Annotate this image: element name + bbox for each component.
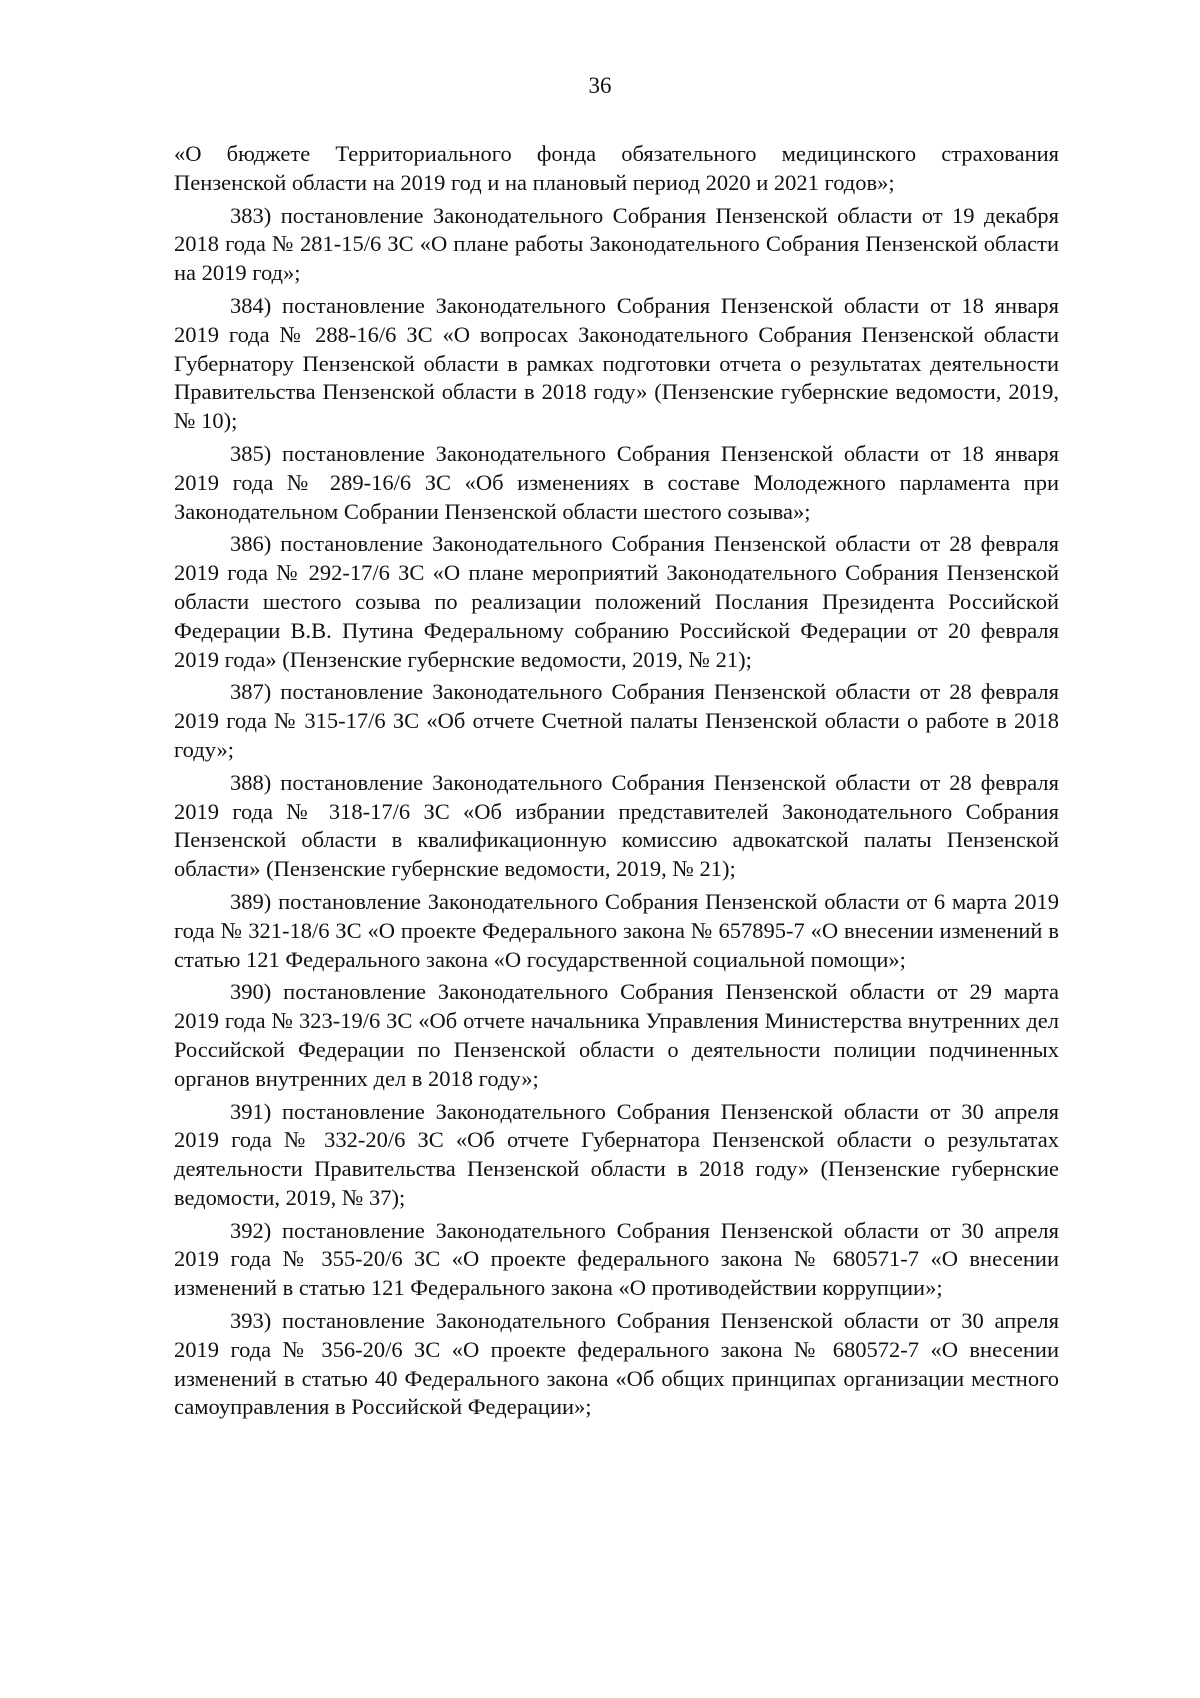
list-item-390 [174,978,1059,1093]
item-number: 383) [230,202,272,228]
item-text: постановление Законодательного Собрания Пензенской области от 28 февраля 2019 года № 292-17/6 ЗС «О плане мероприятий Законодательного Собрания Пензенской области шестого созыва по реализации положений Послания Президента Российской Федерации В.В. Путина Федеральному собранию Российской Федерации от 20 февраля 2019 года» (Пензенские губернские ведомости, 2019, № 21); [174,531,1060,672]
list-item-392 [174,1217,1059,1303]
item-text: постановление Законодательного Собрания Пензенской области от 29 марта 2019 года № 323-19/6 ЗС «Об отчете начальника Управления Министерства внутренних дел Российской Федерации по Пензенской области о деятельности полиции подчиненных органов внутренних дел в 2018 году»; [174,979,1059,1091]
list-item-389 [174,888,1059,974]
paragraph-continuation [174,140,1059,198]
page-number: 36 [588,73,612,98]
item-number: 385) [230,440,272,466]
item-text: постановление Законодательного Собрания Пензенской области от 6 марта 2019 года № 321-18/6 ЗС «О проекте Федерального закона № 657895-7 «О внесении изменений в статью 121 Федерального закона «О государственной социальной помощи»; [174,888,1059,972]
list-item-388 [174,769,1059,884]
item-number: 384) [230,292,272,318]
document-body [174,140,1059,1426]
list-item-384 [174,292,1059,436]
list-item-387 [174,678,1059,764]
item-number: 393) [230,1308,272,1334]
item-number: 386) [230,531,272,557]
paragraph-text: «О бюджете Территориального фонда обязательного медицинского страхования Пензенской области на 2019 год и на плановый период 2020 и 2021 годов»; [174,141,1059,195]
item-number: 387) [230,679,272,705]
list-item-386 [174,530,1059,674]
list-item-385 [174,440,1059,526]
item-text: постановление Законодательного Собрания Пензенской области от 19 декабря 2018 года № 281-15/6 ЗС «О плане работы Законодательного Собрания Пензенской области на 2019 год»; [174,202,1059,286]
item-text: постановление Законодательного Собрания Пензенской области от 30 апреля 2019 года № 332-20/6 ЗС «Об отчете Губернатора Пензенской области о результатах деятельности Правительства Пензенской области в 2018 году» (Пензенские губернские ведомости, 2019, № 37); [174,1098,1059,1210]
item-number: 392) [230,1217,272,1243]
item-number: 390) [230,979,272,1005]
item-text: постановление Законодательного Собрания Пензенской области от 18 января 2019 года № 289-16/6 ЗС «Об изменениях в составе Молодежного парламента при Законодательном Собрании Пензенской области шестого созыва»; [174,440,1060,524]
item-text: постановление Законодательного Собрания Пензенской области от 18 января 2019 года № 288-16/6 ЗС «О вопросах Законодательного Собрания Пензенской области Губернатору Пензенской области в рамках подготовки отчета о результатах деятельности Правительства Пензенской области в 2018 году» (Пензенские губернские ведомости, 2019, № 10); [174,292,1060,434]
list-item-391 [174,1098,1059,1213]
item-text: постановление Законодательного Собрания Пензенской области от 30 апреля 2019 года № 355-20/6 ЗС «О проекте федерального закона № 680571-7 «О внесении изменений в статью 121 Федерального закона «О противодействии коррупции»; [174,1217,1059,1301]
item-text: постановление Законодательного Собрания Пензенской области от 30 апреля 2019 года № 356-20/6 ЗС «О проекте федерального закона № 680572-7 «О внесении изменений в статью 40 Федерального закона «Об общих принципах организации местного самоуправления в Российской Федерации»; [174,1308,1059,1420]
item-text: постановление Законодательного Собрания Пензенской области от 28 февраля 2019 года № 318-17/6 ЗС «Об избрании представителей Законодательного Собрания Пензенской области в квалификационную комиссию адвокатской палаты Пензенской области» (Пензенские губернские ведомости, 2019, № 21); [174,769,1060,882]
item-number: 391) [230,1098,272,1124]
list-item-383 [174,202,1059,288]
item-text: постановление Законодательного Собрания Пензенской области от 28 февраля 2019 года № 315-17/6 ЗС «Об отчете Счетной палаты Пензенской области о работе в 2018 году»; [174,679,1060,762]
item-number: 389) [230,888,272,914]
item-number: 388) [230,769,272,795]
list-item-393 [174,1307,1059,1422]
